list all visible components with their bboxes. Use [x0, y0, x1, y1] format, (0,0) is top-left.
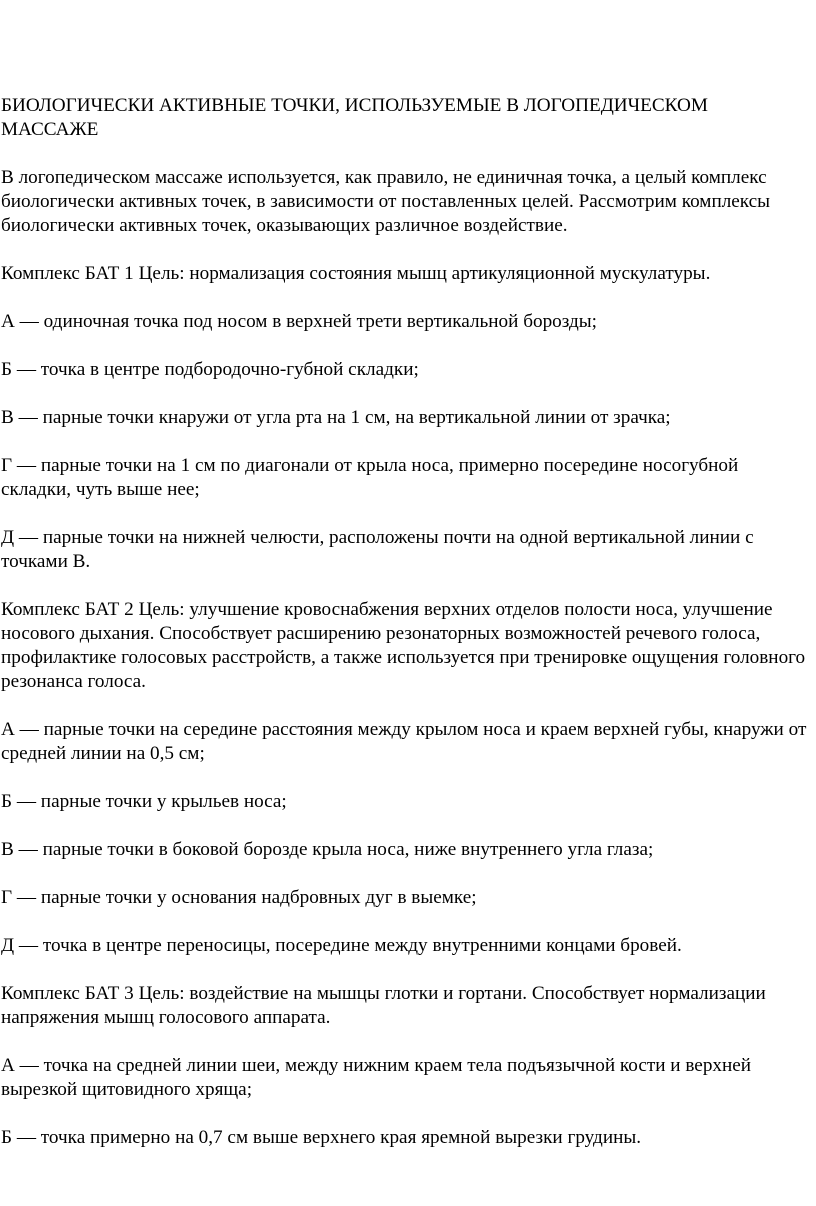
paragraph-complex-2: Комплекс БАТ 2 Цель: улучшение кровоснабжения верхних отделов полости носа, улучшение носового дыхания. Способствует расширению резонаторных возможностей речевого голоса, профилактике голосовых расстройств, а также используется при тренировке ощущения головного резонанса голоса.	[1, 599, 806, 692]
paragraph-complex-2-a: А — парные точки на середине расстояния между крылом носа и краем верхней губы, кнаружи от средней линии на 0,5 см;	[1, 719, 807, 764]
document-title: БИОЛОГИЧЕСКИ АКТИВНЫЕ ТОЧКИ, ИСПОЛЬЗУЕМЫЕ В ЛОГОПЕДИЧЕСКОМ МАССАЖЕ	[1, 95, 708, 140]
paragraph-complex-1-a: А — одиночная точка под носом в верхней трети вертикальной борозды;	[1, 311, 597, 332]
paragraph-complex-1-v: В — парные точки кнаружи от угла рта на 1 см, на вертикальной линии от зрачка;	[1, 407, 671, 428]
paragraph-complex-3: Комплекс БАТ 3 Цель: воздействие на мышцы глотки и гортани. Способствует нормализации напряжения мышц голосового аппарата.	[1, 983, 766, 1028]
paragraph-complex-1-b: Б — точка в центре подбородочно-губной складки;	[1, 359, 419, 380]
paragraph-complex-1-g: Г — парные точки на 1 см по диагонали от крыла носа, примерно посередине носогубной складки, чуть выше нее;	[1, 455, 739, 500]
paragraph-complex-2-d: Д — точка в центре переносицы, посередине между внутренними концами бровей.	[1, 935, 682, 956]
paragraph-complex-2-v: В — парные точки в боковой борозде крыла носа, ниже внутреннего угла глаза;	[1, 839, 654, 860]
paragraph-complex-1: Комплекс БАТ 1 Цель: нормализация состояния мышц артикуляционной мускулатуры.	[1, 263, 711, 284]
paragraph-intro: В логопедическом массаже используется, как правило, не единичная точка, а целый комплекс биологически активных точек, в зависимости от поставленных целей. Рассмотрим комплексы биологически активных точек, оказывающих различное воздействие.	[1, 167, 771, 236]
paragraph-complex-3-a: А — точка на средней линии шеи, между нижним краем тела подъязычной кости и верхней вырезкой щитовидного хряща;	[1, 1055, 752, 1100]
paragraph-complex-2-b: Б — парные точки у крыльев носа;	[1, 791, 287, 812]
document-page	[0, 94, 807, 1174]
paragraph-complex-1-d: Д — парные точки на нижней челюсти, расположены почти на одной вертикальной линии с точками В.	[1, 527, 754, 572]
paragraph-complex-3-b: Б — точка примерно на 0,7 см выше верхнего края яремной вырезки грудины.	[1, 1127, 642, 1148]
paragraph-complex-2-g: Г — парные точки у основания надбровных дуг в выемке;	[1, 887, 477, 908]
